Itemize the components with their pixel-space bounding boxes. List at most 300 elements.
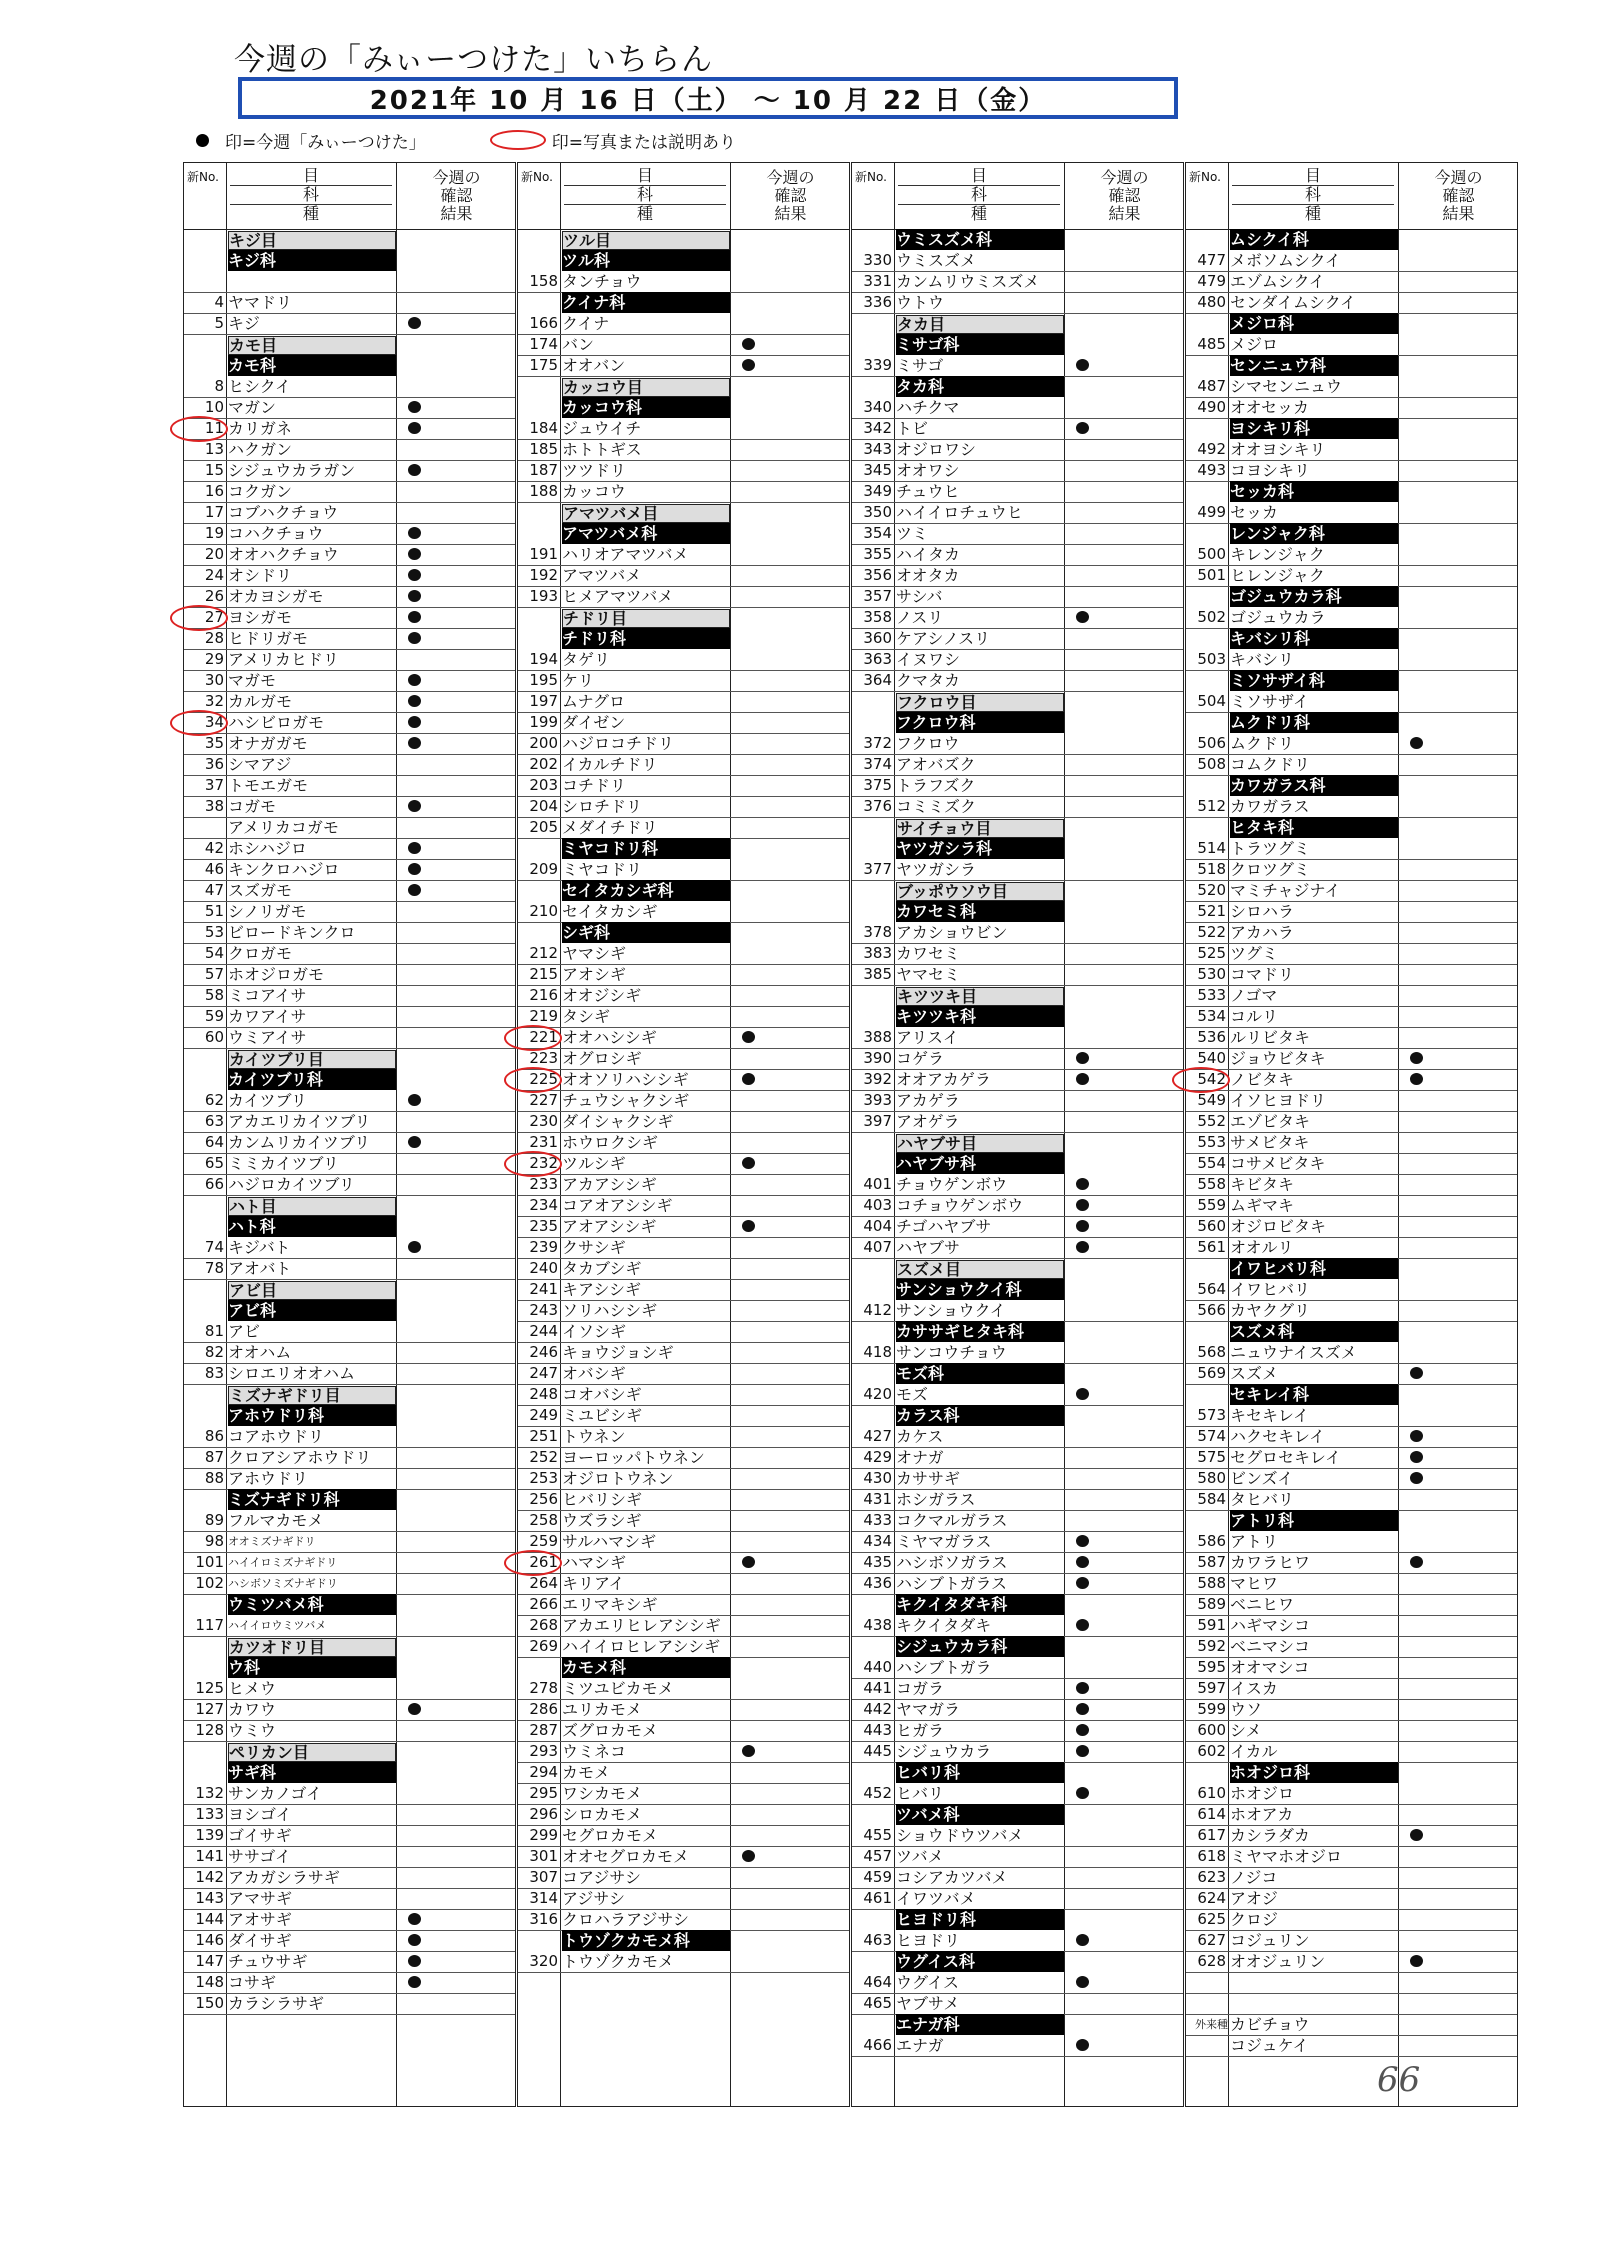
species-number: 150	[195, 1994, 224, 2012]
species-row	[1186, 1426, 1517, 1448]
family-row	[518, 1657, 849, 1678]
species-number: 158	[529, 272, 558, 290]
species-row	[184, 1258, 515, 1280]
header-result-line: 確認	[440, 186, 473, 205]
species-number: 336	[863, 293, 892, 311]
species-name: トウゾクカモメ	[562, 1952, 674, 1971]
species-number: 492	[1197, 440, 1226, 458]
species-number: 241	[529, 1280, 558, 1298]
species-row	[518, 1363, 849, 1385]
species-name: ミヤマホオジロ	[1230, 1847, 1343, 1866]
species-row	[518, 1132, 849, 1154]
species-row	[1186, 439, 1517, 461]
header-result-line: 確認	[774, 186, 807, 205]
species-name: ハシボソガラス	[896, 1553, 1008, 1572]
species-name: ハジロコチドリ	[562, 734, 675, 753]
species-name: タカ目	[896, 315, 1064, 334]
confirmed-dot-icon	[1076, 1241, 1089, 1253]
species-number: 508	[1197, 755, 1226, 773]
species-name: ミミカイツブリ	[228, 1154, 339, 1173]
family-row	[184, 1657, 515, 1678]
species-name: オオワシ	[896, 461, 960, 480]
header-result-line: 今週の	[766, 168, 815, 187]
species-number: 102	[195, 1574, 224, 1592]
species-row	[518, 964, 849, 986]
species-name: カンムリウミスズメ	[896, 272, 1040, 291]
confirmed-dot-icon	[408, 695, 421, 707]
species-row	[1186, 943, 1517, 965]
species-row	[852, 796, 1183, 818]
species-row	[518, 1405, 849, 1427]
family-row	[852, 1951, 1183, 1972]
species-row	[1186, 1930, 1517, 1952]
family-row	[1186, 712, 1517, 733]
species-name: ホシガラス	[896, 1490, 976, 1509]
species-row	[184, 1888, 515, 1910]
family-row	[852, 334, 1183, 355]
species-name: コヨシキリ	[1230, 461, 1311, 480]
family-row	[518, 628, 849, 649]
species-name: ミズナギドリ目	[228, 1386, 396, 1405]
species-number: 210	[529, 902, 558, 920]
species-row	[852, 1447, 1183, 1469]
order-row	[518, 376, 849, 397]
species-row	[184, 502, 515, 524]
species-name: モズ	[896, 1385, 929, 1404]
header-name	[226, 167, 396, 223]
family-row	[1186, 628, 1517, 649]
species-name: ツバメ科	[896, 1804, 1064, 1825]
family-row	[852, 838, 1183, 859]
species-row	[852, 292, 1183, 314]
species-number: 363	[863, 650, 892, 668]
species-row	[1186, 1279, 1517, 1301]
species-name: カツオドリ目	[228, 1638, 396, 1657]
family-row	[184, 1069, 515, 1090]
species-number: 166	[529, 314, 558, 332]
species-row	[1186, 1615, 1517, 1637]
species-name: ツバメ	[896, 1847, 944, 1866]
species-row	[1186, 1237, 1517, 1259]
family-row	[852, 1762, 1183, 1783]
species-number: 459	[863, 1868, 892, 1886]
species-number: 442	[863, 1700, 892, 1718]
header-species: 種	[970, 204, 987, 223]
species-name: ダイゼン	[562, 713, 626, 732]
species-name: カワラヒワ	[1230, 1553, 1311, 1572]
header-name	[1228, 167, 1398, 223]
species-name: カイツブリ目	[228, 1050, 396, 1069]
species-row	[852, 628, 1183, 650]
species-name: セキレイ科	[1230, 1384, 1398, 1405]
family-row	[1186, 313, 1517, 334]
species-row	[852, 1552, 1183, 1574]
confirmed-dot-icon	[1410, 1052, 1423, 1064]
species-name: ハイイロヒレアシシギ	[562, 1637, 721, 1656]
species-name: キツツキ科	[896, 1006, 1064, 1027]
species-name: ヤマシギ	[562, 944, 627, 963]
species-row	[518, 1258, 849, 1280]
species-name: アメリカコガモ	[228, 818, 339, 837]
species-name: アビ	[228, 1322, 261, 1341]
species-row	[184, 922, 515, 944]
species-number: 264	[529, 1574, 558, 1592]
species-number: 477	[1197, 251, 1226, 269]
species-number: 197	[529, 692, 558, 710]
confirmed-dot-icon	[1410, 1556, 1423, 1568]
confirmed-dot-icon	[1410, 1451, 1423, 1463]
species-number: 29	[204, 650, 224, 668]
family-row	[518, 838, 849, 859]
species-number: 82	[204, 1343, 224, 1361]
species-row	[518, 754, 849, 776]
confirmed-dot-icon	[1076, 1703, 1089, 1715]
species-number: 433	[863, 1511, 892, 1529]
legend-dot-text: 印=今週「みぃーつけた」	[225, 132, 426, 153]
species-number: 37	[204, 776, 224, 794]
species-name: マヒワ	[1230, 1574, 1279, 1593]
species-name: フクロウ目	[896, 693, 1064, 712]
species-number: 233	[529, 1175, 558, 1193]
species-number: 375	[863, 776, 892, 794]
species-row	[852, 1930, 1183, 1952]
species-number: 191	[529, 545, 558, 563]
order-row	[518, 607, 849, 628]
species-name: オオソリハシシギ	[562, 1070, 689, 1089]
species-row	[852, 775, 1183, 797]
species-row	[1186, 1657, 1517, 1679]
species-number: 569	[1197, 1364, 1226, 1382]
species-row	[852, 1048, 1183, 1070]
species-number: 209	[529, 860, 558, 878]
species-name: シマセンニュウ	[1230, 377, 1343, 396]
species-name: マガモ	[228, 671, 277, 690]
confirmed-dot-icon	[408, 716, 421, 728]
species-number: 125	[195, 1679, 224, 1697]
family-row	[518, 523, 849, 544]
order-row	[852, 880, 1183, 901]
species-name: ハイタカ	[896, 545, 961, 564]
species-number: 441	[863, 1679, 892, 1697]
order-row	[852, 313, 1183, 334]
species-name: ビロードキンクロ	[228, 923, 356, 942]
species-number: 401	[863, 1175, 892, 1193]
header-order: 目	[564, 167, 726, 186]
species-row	[518, 1237, 849, 1259]
species-row	[852, 1489, 1183, 1511]
species-name: コアホウドリ	[228, 1427, 325, 1446]
species-number: 86	[204, 1427, 224, 1445]
species-number: 599	[1197, 1700, 1226, 1718]
species-name: ウソ	[1230, 1700, 1263, 1719]
species-row	[1186, 1468, 1517, 1490]
species-row	[1186, 838, 1517, 860]
species-name: ヒレンジャク	[1230, 566, 1325, 585]
species-name: タカブシギ	[562, 1259, 642, 1278]
species-number: 54	[204, 944, 224, 962]
species-name: ミソサザイ	[1230, 692, 1309, 711]
species-name: トラツグミ	[1230, 839, 1310, 858]
species-number: 269	[529, 1637, 558, 1655]
confirmed-dot-icon	[1076, 1745, 1089, 1757]
species-name: アビ目	[228, 1281, 396, 1300]
species-name: ハヤブサ科	[896, 1153, 1064, 1174]
species-name: オカヨシガモ	[228, 587, 324, 606]
confirmed-dot-icon	[1076, 1976, 1089, 1988]
species-number: 128	[195, 1721, 224, 1739]
species-number: 627	[1197, 1931, 1226, 1949]
family-row	[852, 1594, 1183, 1615]
species-row	[184, 1510, 515, 1532]
species-name: ヒバリシギ	[562, 1490, 643, 1509]
species-name: タヒバリ	[1230, 1490, 1295, 1509]
species-row	[1186, 607, 1517, 629]
page-number: 66	[1377, 2060, 1421, 2100]
species-name: カモ科	[228, 355, 396, 376]
species-row	[184, 1342, 515, 1364]
species-number: 564	[1197, 1280, 1226, 1298]
species-number: 355	[863, 545, 892, 563]
species-name: ヒメアマツバメ	[562, 587, 674, 606]
species-number: 294	[529, 1763, 558, 1781]
species-name: ソリハシシギ	[562, 1301, 658, 1320]
species-row	[184, 880, 515, 902]
species-number: 175	[529, 356, 558, 374]
species-name: シマアジ	[228, 755, 292, 774]
confirmed-dot-icon	[408, 422, 421, 434]
species-row	[1186, 733, 1517, 755]
confirmed-dot-icon	[408, 884, 421, 896]
species-row	[518, 1027, 849, 1049]
species-name: シロハラ	[1230, 902, 1295, 921]
species-row	[518, 817, 849, 839]
confirmed-dot-icon	[742, 1850, 755, 1862]
species-number: 301	[529, 1847, 558, 1865]
species-number: 385	[863, 965, 892, 983]
species-name: シメ	[1230, 1721, 1262, 1740]
species-row	[184, 670, 515, 692]
species-row	[184, 1447, 515, 1469]
species-name: ホオジロ	[1230, 1784, 1295, 1803]
species-name: オオヨシキリ	[1230, 440, 1326, 459]
family-row	[184, 355, 515, 376]
confirmed-dot-icon	[408, 737, 421, 749]
species-name: ジュウイチ	[562, 419, 642, 438]
species-row	[518, 1846, 849, 1868]
species-name: ブッポウソウ目	[896, 882, 1064, 901]
species-name: オオミズナギドリ	[228, 1535, 316, 1548]
species-name: ウミネコ	[562, 1742, 627, 1761]
species-name: ペリカン目	[228, 1743, 396, 1762]
species-name: キジ	[228, 314, 260, 333]
species-name: フルマカモメ	[228, 1511, 324, 1530]
species-number: 412	[863, 1301, 892, 1319]
species-row	[518, 1804, 849, 1826]
species-number: 360	[863, 629, 892, 647]
species-name: アオジ	[1230, 1889, 1278, 1908]
species-number: 372	[863, 734, 892, 752]
species-name: カワガラス科	[1230, 775, 1398, 796]
species-number: 342	[863, 419, 892, 437]
species-name: シロチドリ	[562, 797, 643, 816]
species-number: 536	[1197, 1028, 1226, 1046]
confirmed-dot-icon	[408, 632, 421, 644]
species-row	[518, 1951, 849, 1973]
species-name: ミヤコドリ科	[562, 838, 730, 859]
species-number: 205	[529, 818, 558, 836]
species-name: シジュウカラ	[896, 1742, 992, 1761]
species-name: クロハラアジサシ	[562, 1910, 690, 1929]
species-name: バン	[562, 335, 595, 354]
species-name: オナガ	[896, 1448, 944, 1467]
species-number: 553	[1197, 1133, 1226, 1151]
species-number: 397	[863, 1112, 892, 1130]
species-row	[852, 397, 1183, 419]
species-name: ハヤブサ目	[896, 1134, 1064, 1153]
species-number: 204	[529, 797, 558, 815]
species-row	[518, 1153, 849, 1175]
species-name: チドリ目	[562, 609, 730, 628]
species-row	[852, 271, 1183, 293]
species-name: カササギヒタキ科	[896, 1321, 1064, 1342]
species-number: 63	[204, 1112, 224, 1130]
order-row	[184, 1384, 515, 1405]
species-name: フクロウ科	[896, 712, 1064, 733]
species-number: 247	[529, 1364, 558, 1382]
species-number: 258	[529, 1511, 558, 1529]
species-name: カモ目	[228, 336, 396, 355]
species-row	[184, 733, 515, 755]
species-name: ダイシャクシギ	[562, 1112, 674, 1131]
species-name: クサシギ	[562, 1238, 626, 1257]
species-name: コクマルガラス	[896, 1511, 1008, 1530]
species-name: ムクドリ	[1230, 734, 1295, 753]
species-name: タシギ	[562, 1007, 611, 1026]
header-order: 目	[898, 167, 1060, 186]
species-row	[518, 1489, 849, 1511]
confirmed-dot-icon	[408, 569, 421, 581]
species-name: ササゴイ	[228, 1847, 291, 1866]
species-name: スズメ科	[1230, 1321, 1398, 1342]
species-name: ヤツガシラ科	[896, 838, 1064, 859]
species-row	[852, 1783, 1183, 1805]
species-row	[1186, 1069, 1517, 1091]
species-number: 239	[529, 1238, 558, 1256]
species-name: カワセミ科	[896, 901, 1064, 922]
species-name: ヒバリ科	[896, 1762, 1064, 1783]
species-name: アホウドリ科	[228, 1405, 396, 1426]
species-name: ズグロカモメ	[562, 1721, 659, 1740]
species-number: 184	[529, 419, 558, 437]
species-name: ホオアカ	[1230, 1805, 1294, 1824]
species-row	[184, 544, 515, 566]
species-name: キツツキ目	[896, 987, 1064, 1006]
species-name: ノスリ	[896, 608, 944, 627]
confirmed-dot-icon	[408, 1976, 421, 1988]
species-name: アホウドリ	[228, 1469, 309, 1488]
species-number: 193	[529, 587, 558, 605]
species-row	[518, 1720, 849, 1742]
species-number: 549	[1197, 1091, 1226, 1109]
species-row	[852, 1195, 1183, 1217]
species-name: アマツバメ目	[562, 504, 730, 523]
species-row	[1186, 964, 1517, 986]
species-row	[518, 943, 849, 965]
species-row	[852, 1846, 1183, 1868]
species-row	[518, 691, 849, 713]
family-row	[1186, 418, 1517, 439]
species-number: 434	[863, 1532, 892, 1550]
species-number: 521	[1197, 902, 1226, 920]
species-row	[184, 1678, 515, 1700]
species-row	[518, 1447, 849, 1469]
species-number: 101	[195, 1553, 224, 1571]
family-row	[518, 397, 849, 418]
species-number: 34	[204, 713, 224, 731]
species-name: シジュウカラガン	[228, 461, 356, 480]
species-number: 625	[1197, 1910, 1226, 1928]
order-row	[184, 1048, 515, 1069]
species-name: ダイサギ	[228, 1931, 292, 1950]
species-number: 51	[204, 902, 224, 920]
species-row	[852, 670, 1183, 692]
header-species: 種	[636, 204, 653, 223]
species-row	[184, 1426, 515, 1448]
species-number: 89	[204, 1511, 224, 1529]
species-number: 53	[204, 923, 224, 941]
species-name: ビンズイ	[1230, 1469, 1294, 1488]
species-name: キリアイ	[562, 1574, 625, 1593]
confirmed-dot-icon	[1076, 1787, 1089, 1799]
species-row	[1186, 1363, 1517, 1385]
species-row	[184, 838, 515, 860]
species-name: ヒタキ科	[1230, 817, 1398, 838]
order-row	[852, 1258, 1183, 1279]
species-number: 435	[863, 1553, 892, 1571]
species-row	[184, 565, 515, 587]
species-name: トビ	[896, 419, 929, 438]
species-row	[852, 1741, 1183, 1763]
header-result	[1064, 169, 1185, 223]
family-row	[852, 712, 1183, 733]
species-number: 13	[204, 440, 224, 458]
species-name: イワヒバリ科	[1230, 1258, 1398, 1279]
species-number: 617	[1197, 1826, 1226, 1844]
species-row	[518, 271, 849, 293]
species-row	[1186, 1594, 1517, 1616]
family-row	[184, 1594, 515, 1615]
species-number: 147	[195, 1952, 224, 1970]
header-result	[730, 169, 851, 223]
species-number: 133	[195, 1805, 224, 1823]
species-number: 388	[863, 1028, 892, 1046]
species-name: コジュリン	[1230, 1931, 1310, 1950]
species-number: 343	[863, 440, 892, 458]
species-row	[852, 1069, 1183, 1091]
species-row	[1186, 1090, 1517, 1112]
species-row	[1186, 1489, 1517, 1511]
species-number: 19	[204, 524, 224, 542]
species-number: 132	[195, 1784, 224, 1802]
species-row	[852, 649, 1183, 671]
species-row	[184, 397, 515, 419]
species-number: 212	[529, 944, 558, 962]
species-number: 356	[863, 566, 892, 584]
species-row	[852, 922, 1183, 944]
species-number: 307	[529, 1868, 558, 1886]
species-row	[184, 607, 515, 629]
family-row	[852, 1804, 1183, 1825]
